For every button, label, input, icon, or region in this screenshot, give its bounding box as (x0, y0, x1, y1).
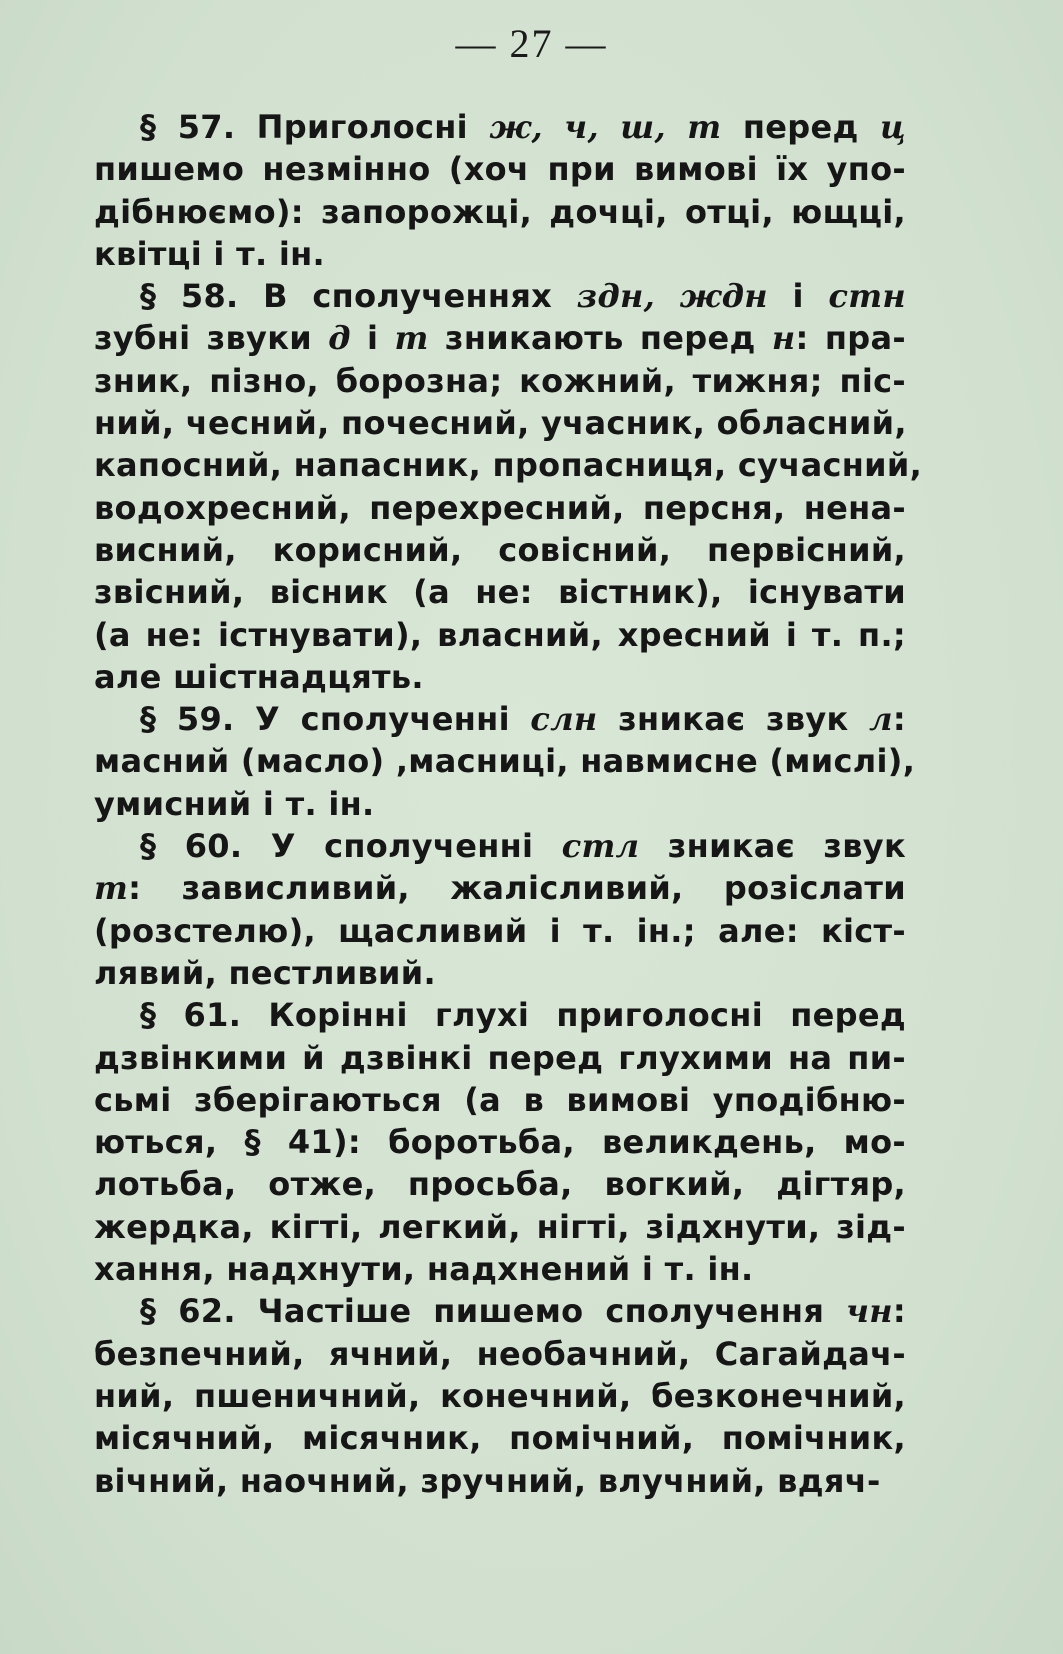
text-line (94, 1079, 906, 1121)
text-line (94, 1290, 906, 1332)
text-segment: умисний і т. ін. (94, 784, 375, 823)
text-segment: місячний, місячник, помічний, помічник, (94, 1419, 906, 1458)
text-line (94, 275, 906, 317)
text-segment: і (767, 277, 829, 316)
text-line (94, 1163, 906, 1205)
text-line (94, 910, 906, 952)
paragraph-p60 (94, 825, 906, 994)
text-segment: (а не: істнувати), власний, хресний і т. п.; (94, 615, 906, 654)
text-line (94, 106, 906, 148)
text-segment: § 59. У сполученні (140, 700, 531, 739)
text-segment: квітці і т. ін. (94, 234, 325, 273)
italic-text: чн (846, 1292, 893, 1331)
text-line (94, 698, 906, 740)
text-line (94, 1460, 906, 1502)
text-segment: перед (721, 108, 880, 146)
text-line (94, 952, 906, 994)
italic-text: д (328, 319, 351, 358)
text-line (94, 867, 906, 909)
text-segment: зникає звук (639, 827, 906, 866)
text-segment: ний, пшеничний, конечний, безконечний, (94, 1376, 906, 1415)
text-segment: : (892, 700, 906, 739)
italic-text: л (869, 700, 893, 739)
text-segment: безпечний, ячний, необачний, Сагайдач- (94, 1334, 906, 1373)
text-segment: звісний, вісник (а не: вістник), існувати (94, 573, 906, 612)
italic-text: т (94, 869, 129, 908)
text-segment: дзвінкими й дзвінкі перед глухими на пи- (94, 1038, 906, 1077)
text-segment: § 61. Корінні глухі приголосні перед (140, 996, 906, 1035)
text-segment: дібнюємо): запорожці, дочці, отці, ющці, (94, 192, 906, 231)
text-line (94, 614, 906, 656)
text-line (94, 148, 906, 190)
italic-text: ж, ч, ш, т (489, 108, 722, 146)
text-line (94, 994, 906, 1036)
text-segment: і (350, 319, 395, 358)
text-line (94, 233, 906, 275)
text-line (94, 571, 906, 613)
text-segment: зникає звук (597, 700, 870, 739)
page-number: — 27 — (455, 21, 608, 66)
text-line (94, 402, 906, 444)
text-segment: вічний, наочний, зручний, влучний, вдяч- (94, 1461, 881, 1500)
text-line (94, 1248, 906, 1290)
text-line (94, 1417, 906, 1459)
text-line (94, 740, 916, 782)
paragraph-p61 (94, 994, 906, 1290)
text-segment: § 60. У сполученні (140, 827, 562, 866)
text-segment: § 58. В сполученнях (140, 277, 577, 316)
text-segment: : зависливий, жалісливий, розіслати (128, 869, 906, 908)
italic-text: стл (561, 827, 640, 866)
text-segment: пишемо незмінно (хоч при вимові їх упо- (94, 150, 906, 189)
text-line (94, 783, 906, 825)
text-line (94, 1121, 906, 1163)
text-segment: : (892, 1292, 906, 1331)
text-line (94, 444, 923, 486)
italic-text: стн (828, 277, 907, 316)
text-segment: масний (масло) ,масниці, навмисне (мислі), (94, 742, 916, 781)
text-segment: лотьба, отже, просьба, вогкий, дігтяр, (94, 1165, 906, 1204)
text-segment: але шістнадцять. (94, 657, 424, 696)
text-line (94, 656, 906, 698)
text-segment: сьмі зберігаються (а в вимові уподібню- (94, 1080, 906, 1119)
page-text (94, 106, 923, 1502)
text-segment: хання, надхнути, надхнений і т. ін. (94, 1250, 754, 1289)
text-line (94, 1037, 906, 1079)
text-line (94, 1206, 906, 1248)
text-line (94, 487, 906, 529)
text-line (94, 1333, 906, 1375)
italic-text: н (771, 319, 796, 358)
text-segment: зникають перед (428, 319, 772, 358)
text-line (94, 529, 906, 571)
paragraph-p59 (94, 698, 916, 825)
text-segment: капосний, напасник, пропасниця, сучасний, (94, 446, 923, 485)
italic-text: здн, ждн (576, 277, 768, 316)
text-segment: ються, § 41): боротьба, великдень, мо- (94, 1123, 906, 1162)
text-segment: водохресний, перехресний, персня, нена- (94, 488, 906, 527)
paragraph-p58 (94, 275, 923, 698)
italic-text: слн (530, 700, 598, 739)
paragraph-p57 (94, 106, 906, 275)
italic-text: т (394, 319, 429, 358)
text-line (94, 1375, 906, 1417)
italic-text: ц (880, 108, 907, 146)
text-segment: зубні звуки (94, 319, 329, 358)
text-segment: ний, чесний, почесний, учасник, обласний, (94, 404, 907, 443)
text-segment: § 62. Частіше пишемо сполучення (140, 1292, 847, 1331)
text-segment: зник, пізно, борозна; кожний, тижня; піс- (94, 361, 906, 400)
text-segment: жердка, кігті, легкий, нігті, зідхнути, зід- (94, 1207, 906, 1246)
text-segment: лявий, пестливий. (94, 953, 436, 992)
text-line (94, 360, 906, 402)
text-line (94, 317, 906, 359)
text-line (94, 825, 906, 867)
text-segment: : пра- (795, 319, 906, 358)
text-segment: § 57. Приголосні (140, 108, 490, 146)
text-segment: висний, корисний, совісний, первісний, (94, 530, 906, 569)
paragraph-p62 (94, 1290, 906, 1501)
text-segment: (розстелю), щасливий і т. ін.; але: кіст- (94, 911, 906, 950)
text-line (94, 191, 906, 233)
